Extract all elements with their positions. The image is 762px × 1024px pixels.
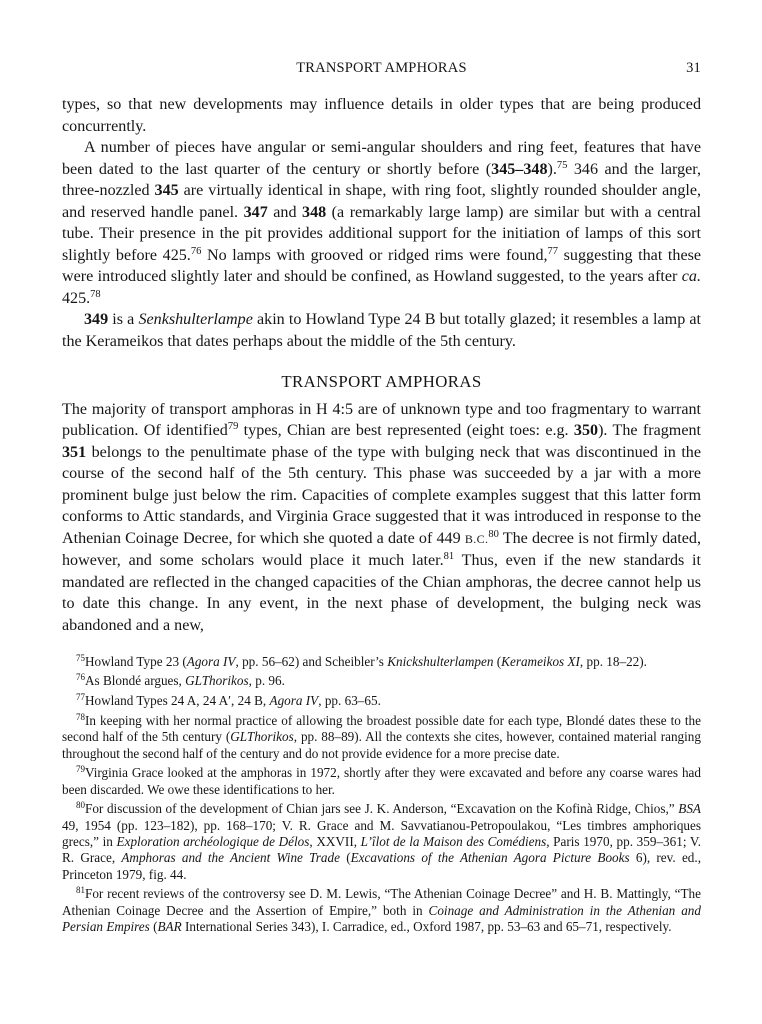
footnote: $^{77}$Howland Types 24 A, 24 A′, 24 B, Agora IV, pp. 63–65. [76, 692, 381, 709]
footnote: $^{75}$Howland Type 23 (Agora IV, pp. 56–62) and Scheibler’s Knickshulterlampen (Kerameikos XI, pp. 18–22). [76, 652, 647, 669]
body-text [62, 94, 701, 637]
section-heading: TRANSPORT AMPHORAS [281, 371, 482, 391]
page-number: 31 [686, 60, 701, 76]
running-title: TRANSPORT AMPHORAS [296, 60, 467, 76]
footnote: $^{79}$Virginia Grace looked at the amphoras in 1972, shortly after they were excavated and before any coarse wares had been discarded. We owe these identifications to her. [62, 764, 701, 797]
paragraph: types, so that new developments may influence details in older types that are being produced concurrently. [62, 96, 701, 135]
page [62, 60, 701, 939]
footnotes [62, 654, 701, 936]
footnote: $^{81}$For recent reviews of the controversy see D. M. Lewis, “The Athenian Coinage Decree” and H. B. Mattingly, “The Athenian Coinage Decree and the Assertion of Empire,” both in Coinage and Administration in the Athenian and Persian Empires (BAR International Series 343), I. Carradice, ed., Oxford 1987, pp. 53–63 and 65–71, respectively. [62, 885, 701, 935]
footnote: $^{78}$In keeping with her normal practice of allowing the broadest possible date for each type, Blondé dates these to the second half of the 5th century (GLThorikos, pp. 88–89). All the contexts she cites, however, contained material ranging throughout the second half of the century and do not provide evidence for a more precise date. [62, 711, 701, 761]
paragraph: A number of pieces have angular or semi-angular shoulders and ring feet, features that have been dated to the last quarter of the century or shortly before (345–348).$^{75}$ 346 and the larger, three-nozzled 345 are virtually identical in shape, with ring foot, slightly rounded shoulder angle, and reserved handle panel. 347 and 348 (a remarkably large lamp) are similar but with a central tube. Their presence in the pit provides additional support for the initiation of lamps of this sort slightly before 425.76 No lamps with grooved or ridged rims were found,$^{77}$ suggesting that these were introduced slightly later and should be confined, as Howland suggested, to the years after ca. 425.78 [62, 139, 701, 307]
running-head [62, 60, 701, 82]
footnote: $^{80}$For discussion of the development of Chian jars see J. K. Anderson, “Excavation on the Kofinà Ridge, Chios,” BSA 49, 1954 (pp. 123–182), pp. 168–170; V. R. Grace and M. Savvatianou-Petropoulakou, “Les timbres amphoriques grecs,” in Exploration archéologique de Délos, XXVII, L’îlot de la Maison des Comédiens, Paris 1970, pp. 359–361; V. R. Grace, Amphoras and the Ancient Wine Trade (Excavations of the Athenian Agora Picture Books 6), rev. ed., Princeton 1979, fig. 44. [62, 800, 702, 882]
paragraph: The majority of transport amphoras in H 4:5 are of unknown type and too fragmentary to warrant publication. Of identified$^{79}$ types, Chian are best represented (eight toes: e.g. 350). The fragment 351 belongs to the penultimate phase of the type with bulging neck that was discontinued in the course of the second half of the 5th century. This phase was succeeded by a jar with a more prominent bulge just below the rim. Capacities of complete examples suggest that this latter form conforms to Attic standards, and Virginia Grace suggested that it was introduced in response to the Athenian Coinage Decree, for which she quoted a date of 449 B.C.$^{80}$ The decree is not firmly dated, however, and some scholars would place it much later.$^{81}$ Thus, even if the new standards it mandated are reflected in the changed capacities of the Chian amphoras, the decree cannot help us to date this change. In any event, in the next phase of development, the bulging neck was abandoned and a new, [62, 400, 701, 635]
footnote: $^{76}$As Blondé argues, GLThorikos, p. 96. [76, 672, 285, 689]
paragraph: 349 is a Senkshulterlampe akin to Howland Type 24 B but totally glazed; it resembles a lamp at the Kerameikos that dates perhaps about the middle of the 5th century. [62, 311, 701, 351]
